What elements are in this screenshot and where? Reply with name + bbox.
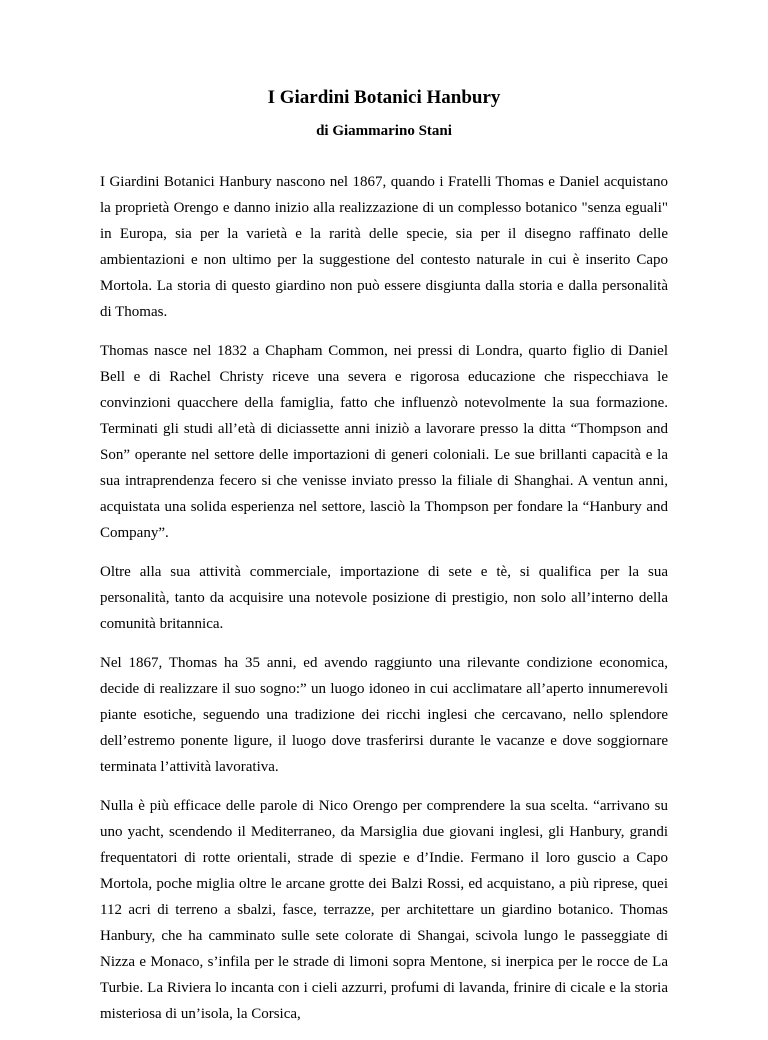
document-author: di Giammarino Stani [316,123,452,139]
document-title: I Giardini Botanici Hanbury [267,87,501,108]
paragraph: Nulla è più efficace delle parole di Nico Orengo per comprendere la sua scelta. “arrivano su uno yacht, scendendo il Mediterraneo, da Marsiglia due giovani inglesi, gli Hanbury, grandi frequentatori di rotte orientali, strade di spezie e d’Indie. Fermano il loro guscio a Capo Mortola, poche miglia oltre le arcane grotte dei Balzi Rossi, ed acquistano, a più riprese, quei 112 acri di terreno a sbalzi, fasce, terrazze, per architettare un giardino botanico. Thomas Hanbury, che ha camminato sulle sete colorate di Shangai, scivola lungo le passeggiate di Nizza e Monaco, s’infila per le strade di limoni sopra Mentone, si inerpica per le rocce de La Turbie. La Riviera lo incanta con i cieli azzurri, profumi di lavanda, frinire di cicale e la storia misteriosa di un’isola, la Corsica, [100,798,668,1022]
paragraph: Thomas nasce nel 1832 a Chapham Common, nei pressi di Londra, quarto figlio di Daniel Bell e di Rachel Christy riceve una severa e rigorosa educazione che rispecchiava le convinzioni quacchere della famiglia, fatto che influenzò notevolmente la sua formazione. Terminati gli studi all’età di diciassette anni iniziò a lavorare presso la ditta “Thompson and Son” operante nel settore delle importazioni di generi coloniali. Le sue brillanti capacità e la sua intraprendenza fecero si che venisse inviato presso la filiale di Shanghai. A ventun anni, acquistata una solida esperienza nel settore, lasciò la Thompson per fondare la “Hanbury and Company”. [100,343,668,541]
paragraph: Nel 1867, Thomas ha 35 anni, ed avendo raggiunto una rilevante condizione economica, decide di realizzare il suo sogno:” un luogo idoneo in cui acclimatare all’aperto innumerevoli piante esotiche, seguendo una tradizione dei ricchi inglesi che cercavano, nello splendore dell’estremo ponente ligure, il luogo dove trasferirsi durante le vacanze e dove soggiornare terminata l’attività lavorativa. [100,655,668,775]
paragraph: Oltre alla sua attività commerciale, importazione di sete e tè, si qualifica per la sua personalità, tanto da acquisire una notevole posizione di prestigio, non solo all’interno della comunità britannica. [100,564,668,632]
paragraph: I Giardini Botanici Hanbury nascono nel 1867, quando i Fratelli Thomas e Daniel acquistano la proprietà Orengo e danno inizio alla realizzazione di un complesso botanico "senza eguali" in Europa, sia per la varietà e la rarità delle specie, sia per il disegno raffinato delle ambientazioni e non ultimo per la suggestione del contesto naturale in cui è inserito Capo Mortola. La storia di questo giardino non può essere disgiunta dalla storia e dalla personalità di Thomas. [100,174,668,320]
document-body [100,169,668,1040]
